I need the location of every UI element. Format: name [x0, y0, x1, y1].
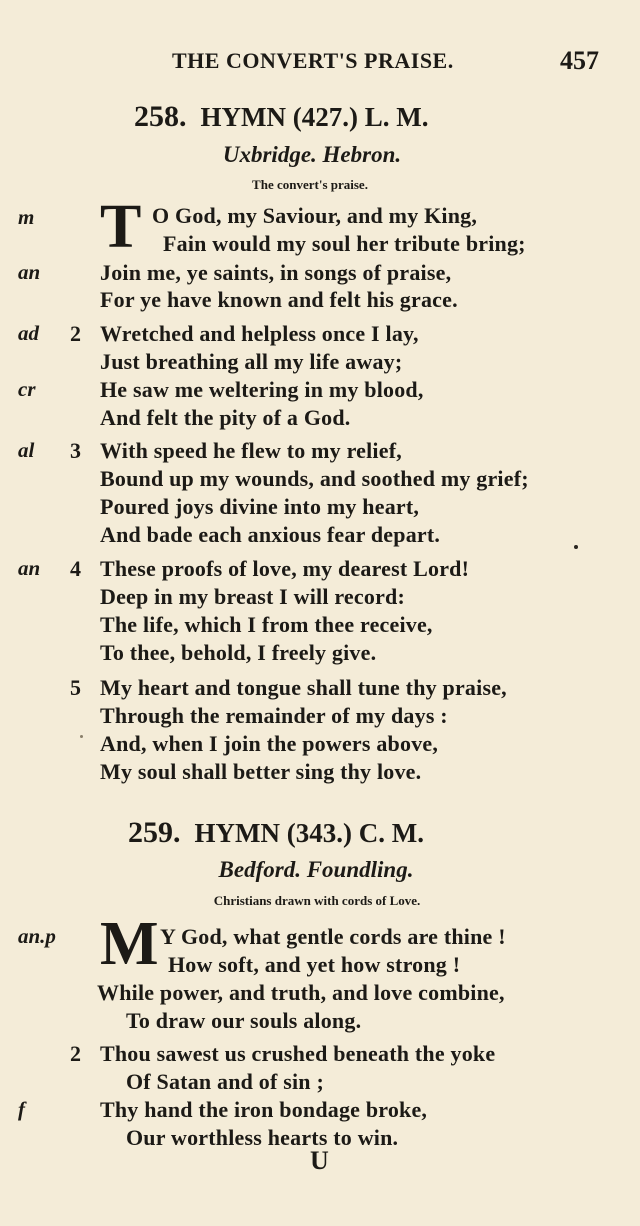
hymn-259-number: 259. — [128, 816, 181, 849]
hymn-line: And bade each anxious fear depart. — [100, 522, 441, 547]
verse-number: 3 — [70, 438, 81, 463]
ink-speck — [574, 545, 578, 549]
hymn-line: Our worthless hearts to win. — [126, 1125, 399, 1150]
hymn-258-number: 258. — [134, 100, 187, 133]
ink-speck — [80, 735, 83, 738]
hymn-259-title: HYMN (343.) C. M. — [194, 818, 424, 848]
verse-number: 4 — [70, 556, 81, 581]
hymn-line: Bound up my wounds, and soothed my grief; — [100, 466, 529, 491]
hymn-258-heading — [134, 100, 640, 134]
verse-number: 2 — [70, 321, 81, 346]
hymn-258-dropcap: T — [100, 193, 142, 261]
hymn-259-heading — [128, 816, 640, 850]
hymn-line: Thou sawest us crushed beneath the yoke — [100, 1041, 496, 1066]
hymn-line: Through the remainder of my days : — [100, 703, 448, 728]
hymn-line: Y God, what gentle cords are thine ! — [160, 924, 506, 949]
hymn-259-dropcap: M — [100, 910, 159, 978]
hymn-line: My soul shall better sing thy love. — [100, 759, 422, 784]
verse-number: 2 — [70, 1041, 81, 1066]
hymn-line: And, when I join the powers above, — [100, 731, 439, 756]
hymn-line: Deep in my breast I will record: — [100, 584, 405, 609]
hymn-line: O God, my Saviour, and my King, — [152, 203, 478, 228]
performance-mark: f — [18, 1097, 25, 1121]
performance-mark: an.p — [18, 924, 56, 948]
hymn-259-tunes: Bedford. Foundling. — [218, 857, 414, 882]
hymn-line: To draw our souls along. — [126, 1008, 362, 1033]
hymn-259-subtitle: Christians drawn with cords of Love. — [213, 893, 421, 908]
signature-mark: U — [310, 1146, 329, 1175]
performance-mark: an — [18, 556, 41, 580]
hymn-line: These proofs of love, my dearest Lord! — [100, 556, 470, 581]
hymn-line: Wretched and helpless once I lay, — [100, 321, 419, 346]
hymn-line: Of Satan and of sin ; — [126, 1069, 324, 1094]
hymn-258-tunes: Uxbridge. Hebron. — [222, 142, 402, 167]
performance-mark: an — [18, 260, 41, 284]
hymn-line: Poured joys divine into my heart, — [100, 494, 420, 519]
hymn-line: With speed he flew to my relief, — [100, 438, 402, 463]
running-head — [0, 48, 640, 78]
performance-mark: al — [18, 438, 35, 462]
hymn-line: Join me, ye saints, in songs of praise, — [100, 260, 452, 285]
hymn-line: Fain would my soul her tribute bring; — [163, 231, 526, 256]
hymn-line: My heart and tongue shall tune thy praise, — [100, 675, 507, 700]
hymn-line: The life, which I from thee receive, — [100, 612, 433, 637]
hymn-line: Thy hand the iron bondage broke, — [100, 1097, 428, 1122]
page-number: 457 — [560, 46, 599, 75]
verse-number: 5 — [70, 675, 81, 700]
performance-mark: m — [18, 205, 35, 229]
running-title: THE CONVERT'S PRAISE. — [172, 48, 454, 73]
hymn-line: How soft, and yet how strong ! — [168, 952, 461, 977]
hymn-line: Just breathing all my life away; — [100, 349, 403, 374]
hymn-line: To thee, behold, I freely give. — [100, 640, 377, 665]
hymn-line: He saw me weltering in my blood, — [100, 377, 424, 402]
hymn-258-subtitle: The convert's praise. — [252, 177, 368, 192]
hymn-line: And felt the pity of a God. — [100, 405, 351, 430]
hymn-258-title: HYMN (427.) L. M. — [200, 102, 429, 132]
performance-mark: cr — [18, 377, 36, 401]
hymn-line: While power, and truth, and love combine, — [97, 980, 505, 1005]
performance-mark: ad — [18, 321, 39, 345]
hymn-line: For ye have known and felt his grace. — [100, 287, 458, 312]
